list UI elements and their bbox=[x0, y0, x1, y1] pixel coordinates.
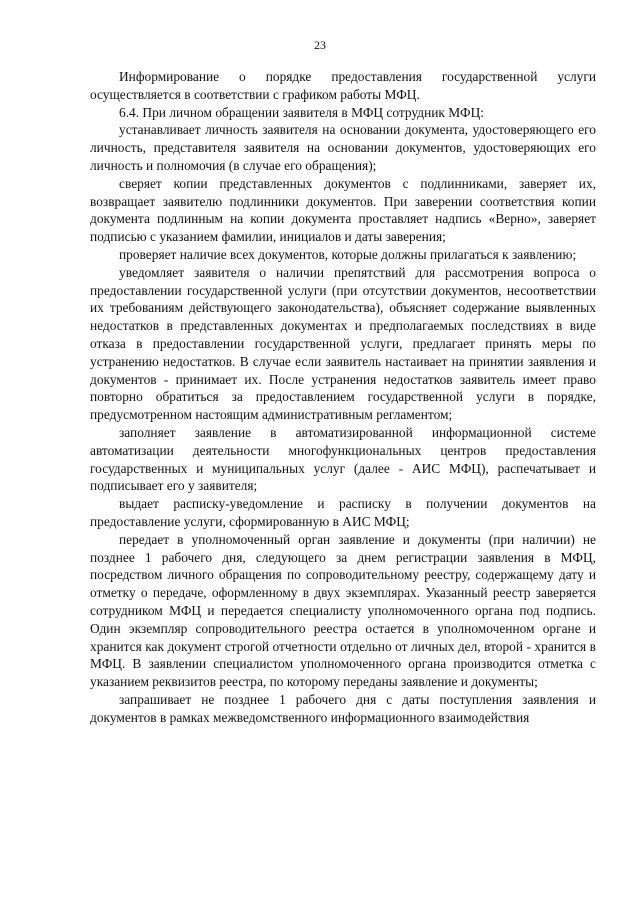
paragraph-obstacles-notice: уведомляет заявителя о наличии препятствий для рассмотрения вопроса о предоставлении государственной услуги (при отсутствии документов, несоответствии их требованиям действующего законодательства), объясняет содержание выявленных недостатков в представленных документах и предполагаемых последствиях в виде отказа в предоставлении государственной услуги, предлагает принять меры по устранению недостатков. В случае если заявитель настаивает на принятии заявления и документов - принимает их. После устранения недостатков заявитель имеет право повторно обратиться за предоставлением государственной услуги в порядке, предусмотренном настоящим административным регламентом; bbox=[90, 264, 596, 423]
paragraph-ais-entry: заполняет заявление в автоматизированной информационной системе автоматизации деятельности многофункциональных центров предоставления государственных и муниципальных услуг (далее - АИС МФЦ), распечатывает и подписывает его у заявителя; bbox=[90, 424, 596, 494]
paragraph-copy-verification: сверяет копии представленных документов с подлинниками, заверяет их, возвращает заявителю подлинники документов. При заверении соответствия копии документа подлинным на копии документа проставляет надпись «Верно», заверяет подписью с указанием фамилии, инициалов и даты заверения; bbox=[90, 175, 596, 245]
paragraph-transfer-registry: передает в уполномоченный орган заявление и документы (при наличии) не позднее 1 рабочего дня, следующего за днем регистрации заявления в МФЦ, посредством личного обращения по сопроводительному реестру, содержащему дату и отметку о передаче, оформленному в двух экземплярах. Указанный реестр заверяется сотрудником МФЦ и передается специалисту уполномоченного органа под подпись. Один экземпляр сопроводительного реестра остается в уполномоченном органе и хранится как документ строгой отчетности отдельно от личных дел, второй - хранится в МФЦ. В заявлении специалистом уполномоченного органа производится отметка с указанием реквизитов реестра, по которому переданы заявление и документы; bbox=[90, 531, 596, 690]
paragraph-identity-check: устанавливает личность заявителя на основании документа, удостоверяющего его личность, представителя заявителя на основании документов, удостоверяющих его личность и полномочия (в случае его обращения); bbox=[90, 122, 596, 173]
paragraph-documents-check: проверяет наличие всех документов, которые должны прилагаться к заявлению; bbox=[119, 246, 577, 262]
paragraph-receipt-issue: выдает расписку-уведомление и расписку в получении документов на предоставление услуги, сформированную в АИС МФЦ; bbox=[90, 496, 596, 529]
page-number: 23 bbox=[314, 38, 326, 52]
paragraph-informing-schedule: Информирование о порядке предоставления государственной услуги осуществляется в соответствии с графиком работы МФЦ. bbox=[90, 69, 596, 102]
paragraph-section-6-4: 6.4. При личном обращении заявителя в МФЦ сотрудник МФЦ: bbox=[119, 104, 484, 120]
document-body bbox=[90, 68, 596, 726]
paragraph-interagency-request: запрашивает не позднее 1 рабочего дня с даты поступления заявления и документов в рамках межведомственного информационного взаимодействия bbox=[90, 691, 596, 725]
